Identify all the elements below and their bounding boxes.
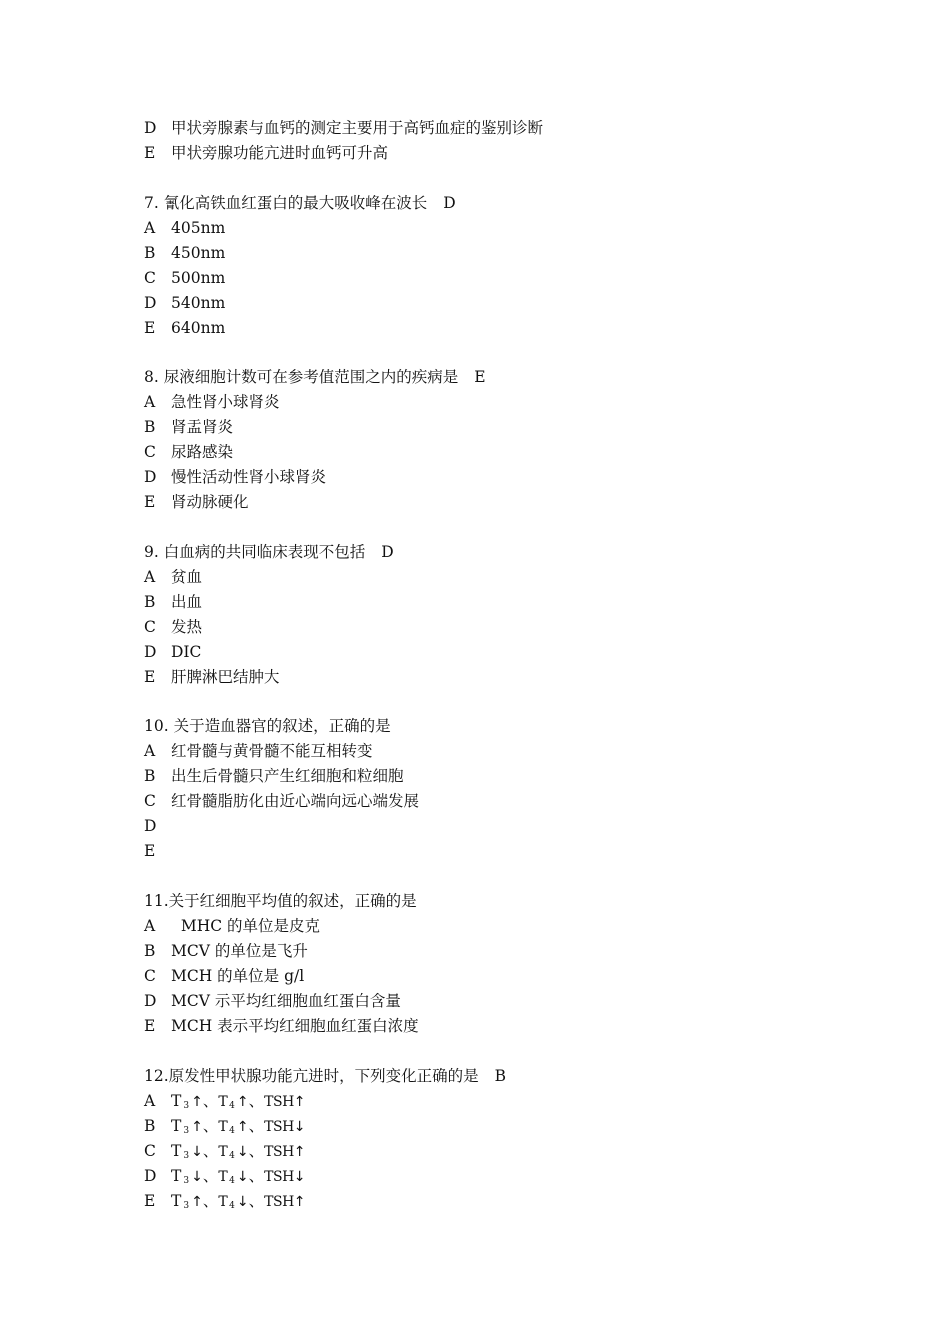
option-letter: D <box>144 468 157 487</box>
t3-subscript: 3 <box>183 1150 190 1161</box>
option-letter: B <box>144 243 156 262</box>
option-letter: A <box>144 916 156 935</box>
t3-subscript: 3 <box>183 1175 190 1186</box>
up-arrow-icon: ↑ <box>236 1093 249 1110</box>
option-letter: B <box>144 592 156 611</box>
up-arrow-icon: ↑ <box>191 1093 203 1110</box>
question-text: 10. 关于造血器官的叙述，正确的是 <box>144 717 391 736</box>
option-text: 肾盂肾炎 <box>171 418 234 437</box>
option-letter: E <box>144 493 156 512</box>
option-letter: C <box>144 268 156 287</box>
option-letter: A <box>144 567 156 586</box>
down-arrow-icon: ↓ <box>236 1168 249 1185</box>
option-row <box>144 640 904 665</box>
down-arrow-icon: ↓ <box>191 1168 203 1185</box>
hormone-option-row <box>144 1164 904 1189</box>
option-row <box>144 939 904 964</box>
separator: 、 <box>248 1116 265 1135</box>
t4-label: T <box>218 1093 228 1110</box>
option-row <box>144 291 904 316</box>
option-text: 甲状旁腺素与血钙的测定主要用于高钙血症的鉴别诊断 <box>171 119 544 137</box>
option-text: DIC <box>171 642 202 661</box>
document-page <box>144 116 904 1214</box>
option-text: 甲状旁腺功能亢进时血钙可升高 <box>171 144 389 162</box>
tsh-label: TSH <box>264 1168 294 1185</box>
separator: 、 <box>248 1091 265 1110</box>
question-stem <box>144 889 904 914</box>
option-text: 尿路感染 <box>171 443 234 462</box>
option-text: MCH 的单位是 g/l <box>171 966 305 985</box>
option-text: 发热 <box>171 617 203 636</box>
hormone-option-row <box>144 1114 904 1139</box>
separator: 、 <box>202 1091 219 1110</box>
option-text: 红骨髓脂肪化由近心端向远心端发展 <box>171 792 420 811</box>
option-row <box>144 390 904 415</box>
option-text: 640nm <box>171 318 226 337</box>
up-arrow-icon: ↑ <box>293 1193 306 1210</box>
option-letter: E <box>144 318 156 337</box>
option-letter: D <box>144 991 157 1010</box>
option-row <box>144 615 904 640</box>
question-stem <box>144 1064 904 1089</box>
option-letter: D <box>144 293 157 312</box>
down-arrow-icon: ↓ <box>191 1143 203 1160</box>
question-text: 7. 氰化高铁血红蛋白的最大吸收峰在波长 <box>144 193 428 212</box>
question-text: 11.关于红细胞平均值的叙述，正确的是 <box>144 891 417 910</box>
up-arrow-icon: ↑ <box>191 1193 203 1210</box>
option-letter: D <box>144 817 157 836</box>
t4-subscript: 4 <box>229 1175 235 1186</box>
t4-label: T <box>218 1168 228 1185</box>
option-row <box>144 266 904 291</box>
question-text: 9. 白血病的共同临床表现不包括 <box>144 542 366 561</box>
question-stem <box>144 191 904 216</box>
option-row <box>144 465 904 490</box>
t3-label: T <box>171 1141 182 1160</box>
hormone-option-row <box>144 1089 904 1114</box>
option-letter: C <box>144 966 156 985</box>
option-row <box>144 216 904 241</box>
option-letter: C <box>144 443 156 462</box>
option-letter: D <box>144 1166 157 1185</box>
separator: 、 <box>248 1141 265 1160</box>
tsh-label: TSH <box>264 1118 294 1135</box>
option-text: MCV 示平均红细胞血红蛋白含量 <box>171 991 401 1010</box>
hormone-option-row <box>144 1139 904 1164</box>
option-row <box>144 565 904 590</box>
option-row <box>144 316 904 341</box>
t4-subscript: 4 <box>229 1125 235 1136</box>
option-letter: B <box>144 941 156 960</box>
option-row <box>144 814 904 839</box>
option-text: 405nm <box>171 218 226 237</box>
t3-subscript: 3 <box>183 1200 190 1211</box>
spacer <box>144 1039 904 1064</box>
tsh-label: TSH <box>264 1093 294 1110</box>
answer-key: D <box>381 542 394 561</box>
tsh-label: TSH <box>264 1143 294 1160</box>
t3-label: T <box>171 1191 182 1210</box>
option-row <box>144 964 904 989</box>
hormone-option-row <box>144 1189 904 1214</box>
t3-label: T <box>171 1166 182 1185</box>
option-row <box>144 764 904 789</box>
option-letter: B <box>144 767 156 786</box>
separator: 、 <box>202 1166 219 1185</box>
option-letter: C <box>144 617 156 636</box>
option-letter: A <box>144 1091 156 1110</box>
answer-key: E <box>474 368 486 387</box>
option-row <box>144 415 904 440</box>
question-text: 12.原发性甲状腺功能亢进时，下列变化正确的是 <box>144 1066 479 1085</box>
t4-subscript: 4 <box>229 1150 235 1161</box>
option-text: 肾动脉硬化 <box>171 493 249 512</box>
option-text: MCV 的单位是飞升 <box>171 941 308 960</box>
separator: 、 <box>202 1141 219 1160</box>
option-row <box>144 739 904 764</box>
option-text: 慢性活动性肾小球肾炎 <box>171 468 327 487</box>
option-text: 500nm <box>171 268 226 287</box>
question-text: 8. 尿液细胞计数可在参考值范围之内的疾病是 <box>144 368 459 387</box>
option-letter: D <box>144 642 157 661</box>
question-stem <box>144 365 904 390</box>
tsh-label: TSH <box>264 1193 294 1210</box>
option-text: 出生后骨髓只产生红细胞和粒细胞 <box>171 767 404 786</box>
t3-label: T <box>171 1091 182 1110</box>
option-row <box>144 141 904 166</box>
option-row <box>144 116 904 141</box>
spacer <box>144 166 904 191</box>
spacer <box>144 690 904 715</box>
answer-key: D <box>443 193 456 212</box>
option-letter: E <box>144 842 156 861</box>
t4-label: T <box>218 1143 228 1160</box>
option-row <box>144 989 904 1014</box>
option-letter: D <box>144 119 157 137</box>
option-row <box>144 440 904 465</box>
option-text: 贫血 <box>171 567 203 586</box>
option-row <box>144 241 904 266</box>
option-letter: B <box>144 418 156 437</box>
option-row <box>144 789 904 814</box>
up-arrow-icon: ↑ <box>191 1118 203 1135</box>
option-text: 肝脾淋巴结肿大 <box>171 667 280 686</box>
question-stem <box>144 540 904 565</box>
option-row <box>144 590 904 615</box>
option-row <box>144 490 904 515</box>
option-letter: A <box>144 218 156 237</box>
t3-subscript: 3 <box>183 1125 190 1136</box>
spacer <box>144 341 904 366</box>
option-letter: E <box>144 144 156 162</box>
t4-subscript: 4 <box>229 1100 235 1111</box>
option-letter: E <box>144 667 156 686</box>
answer-key: B <box>494 1066 507 1085</box>
t3-label: T <box>171 1116 182 1135</box>
t4-subscript: 4 <box>229 1200 235 1211</box>
t3-subscript: 3 <box>183 1100 190 1111</box>
down-arrow-icon: ↓ <box>236 1143 249 1160</box>
down-arrow-icon: ↓ <box>236 1193 249 1210</box>
option-text: 红骨髓与黄骨髓不能互相转变 <box>171 742 373 761</box>
question-stem <box>144 714 904 739</box>
separator: 、 <box>248 1166 265 1185</box>
separator: 、 <box>202 1191 219 1210</box>
option-text: 急性肾小球肾炎 <box>171 393 280 412</box>
option-text: MHC 的单位是皮克 <box>171 916 321 935</box>
option-text: 540nm <box>171 293 226 312</box>
option-letter: A <box>144 742 156 761</box>
spacer <box>144 515 904 540</box>
t4-label: T <box>218 1118 228 1135</box>
option-letter: C <box>144 792 156 811</box>
option-letter: B <box>144 1116 156 1135</box>
up-arrow-icon: ↑ <box>236 1118 249 1135</box>
spacer <box>144 864 904 889</box>
option-row <box>144 914 904 939</box>
option-text: 450nm <box>171 243 226 262</box>
down-arrow-icon: ↓ <box>293 1118 306 1135</box>
option-letter: A <box>144 393 156 412</box>
separator: 、 <box>202 1116 219 1135</box>
option-text: MCH 表示平均红细胞血红蛋白浓度 <box>171 1016 419 1035</box>
option-row <box>144 665 904 690</box>
option-row <box>144 839 904 864</box>
up-arrow-icon: ↑ <box>293 1093 306 1110</box>
option-row <box>144 1014 904 1039</box>
option-text: 出血 <box>171 592 203 611</box>
option-letter: E <box>144 1191 156 1210</box>
option-letter: E <box>144 1016 156 1035</box>
t4-label: T <box>218 1193 228 1210</box>
option-letter: C <box>144 1141 156 1160</box>
separator: 、 <box>248 1191 265 1210</box>
down-arrow-icon: ↓ <box>293 1168 306 1185</box>
up-arrow-icon: ↑ <box>293 1143 306 1160</box>
